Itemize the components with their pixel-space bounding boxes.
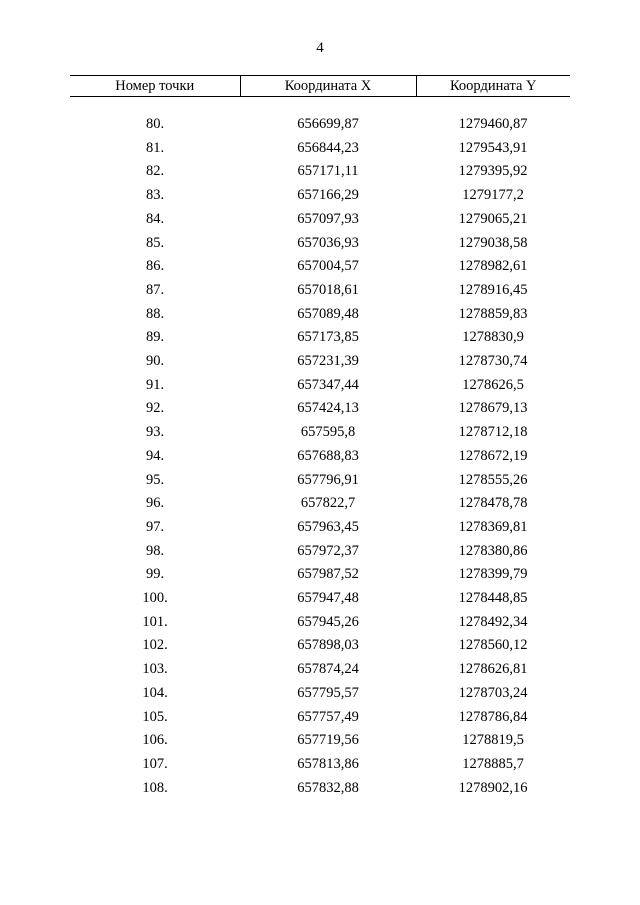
cell-point-number: 102. (142, 637, 168, 654)
cell-point-number: 92. (145, 400, 165, 417)
table-row (70, 634, 570, 658)
table-row (70, 563, 570, 587)
cell-coordinate-x: 657947,48 (297, 590, 359, 607)
cell-coordinate-y: 1278859,83 (458, 305, 528, 322)
cell-point-number: 105. (142, 708, 168, 725)
cell-coordinate-x: 657972,37 (297, 542, 359, 559)
cell-point-number: 107. (142, 755, 168, 772)
cell-coordinate-y: 1278902,16 (458, 779, 528, 796)
table-row (70, 350, 570, 374)
table-row (70, 232, 570, 256)
cell-coordinate-y: 1278730,74 (458, 353, 528, 370)
cell-coordinate-y: 1278916,45 (458, 281, 528, 298)
header-point-number: Номер точки (70, 76, 240, 97)
table-row (70, 706, 570, 730)
cell-point-number: 82. (145, 163, 165, 180)
cell-point-number: 96. (145, 495, 165, 512)
table-header (70, 76, 570, 97)
cell-coordinate-x: 657719,56 (297, 732, 359, 749)
cell-point-number: 97. (145, 518, 165, 535)
cell-coordinate-x: 657813,86 (297, 755, 359, 772)
cell-point-number: 84. (145, 210, 165, 227)
cell-point-number: 85. (145, 234, 165, 251)
cell-coordinate-y: 1279460,87 (458, 116, 528, 132)
header-coordinate-y: Координата Y (416, 76, 570, 97)
cell-coordinate-x: 656844,23 (297, 139, 359, 156)
cell-point-number: 81. (145, 139, 165, 156)
table-row (70, 113, 570, 137)
header-coordinate-x: Координата X (240, 76, 416, 97)
cell-point-number: 86. (145, 258, 165, 275)
cell-coordinate-y: 1278679,13 (458, 400, 528, 417)
cell-point-number: 98. (145, 542, 165, 559)
page-number: 4 (316, 40, 324, 56)
cell-coordinate-x: 657347,44 (297, 376, 359, 393)
cell-coordinate-x: 657822,7 (300, 495, 356, 512)
cell-coordinate-x: 657036,93 (297, 234, 359, 251)
table-row (70, 397, 570, 421)
table-row (70, 516, 570, 540)
cell-coordinate-x: 657173,85 (297, 329, 359, 346)
table-row (70, 540, 570, 564)
cell-coordinate-y: 1279065,21 (458, 210, 528, 227)
cell-point-number: 99. (145, 566, 165, 583)
table-row (70, 184, 570, 208)
cell-coordinate-x: 657987,52 (297, 566, 359, 583)
cell-coordinate-x: 656699,87 (297, 116, 359, 132)
cell-point-number: 88. (145, 305, 165, 322)
cell-coordinate-y: 1279177,2 (462, 187, 524, 204)
cell-point-number: 108. (142, 779, 168, 796)
table-row (70, 492, 570, 516)
cell-coordinate-x: 657795,57 (297, 684, 359, 701)
table-row (70, 753, 570, 777)
cell-coordinate-y: 1278712,18 (458, 424, 528, 441)
cell-point-number: 101. (142, 613, 168, 630)
cell-coordinate-x: 657757,49 (297, 708, 359, 725)
cell-point-number: 103. (142, 661, 168, 678)
cell-coordinate-x: 657018,61 (297, 281, 359, 298)
table-row (70, 682, 570, 706)
table-row (70, 658, 570, 682)
cell-coordinate-y: 1279395,92 (458, 163, 528, 180)
cell-coordinate-y: 1278555,26 (458, 471, 528, 488)
coordinates-table (70, 75, 570, 800)
table-row (70, 587, 570, 611)
cell-point-number: 89. (145, 329, 165, 346)
table-row (70, 303, 570, 327)
header-spacer (70, 97, 570, 114)
table-body (70, 97, 570, 801)
cell-coordinate-y: 1278885,7 (462, 755, 524, 772)
header-row (70, 76, 570, 97)
cell-point-number: 106. (142, 732, 168, 749)
cell-coordinate-y: 1278626,5 (462, 376, 524, 393)
cell-coordinate-x: 657688,83 (297, 447, 359, 464)
cell-coordinate-y: 1278478,78 (458, 495, 528, 512)
cell-coordinate-y: 1278369,81 (458, 518, 528, 535)
cell-point-number: 80. (145, 116, 165, 132)
cell-coordinate-x: 657945,26 (297, 613, 359, 630)
cell-point-number: 83. (145, 187, 165, 204)
cell-coordinate-y: 1278492,34 (458, 613, 528, 630)
cell-coordinate-y: 1278819,5 (462, 732, 524, 749)
cell-coordinate-x: 657874,24 (297, 661, 359, 678)
cell-coordinate-y: 1278786,84 (458, 708, 528, 725)
cell-coordinate-x: 657089,48 (297, 305, 359, 322)
cell-coordinate-y: 1278399,79 (458, 566, 528, 583)
cell-point-number: 100. (142, 590, 168, 607)
table-row (70, 374, 570, 398)
cell-coordinate-y: 1278380,86 (458, 542, 528, 559)
table-row (70, 326, 570, 350)
cell-coordinate-x: 657898,03 (297, 637, 359, 654)
cell-coordinate-x: 657097,93 (297, 210, 359, 227)
cell-coordinate-y: 1278982,61 (458, 258, 528, 275)
cell-coordinate-x: 657832,88 (297, 779, 359, 796)
cell-point-number: 95. (145, 471, 165, 488)
cell-coordinate-x: 657595,8 (300, 424, 356, 441)
table-row (70, 279, 570, 303)
cell-coordinate-y: 1279038,58 (458, 234, 528, 251)
cell-coordinate-y: 1278672,19 (458, 447, 528, 464)
cell-coordinate-y: 1278703,24 (458, 684, 528, 701)
cell-coordinate-x: 657796,91 (297, 471, 359, 488)
cell-coordinate-x: 657004,57 (297, 258, 359, 275)
cell-coordinate-y: 1278560,12 (458, 637, 528, 654)
cell-point-number: 91. (145, 376, 165, 393)
cell-coordinate-x: 657963,45 (297, 518, 359, 535)
cell-point-number: 87. (145, 281, 165, 298)
cell-point-number: 90. (145, 353, 165, 370)
cell-point-number: 94. (145, 447, 165, 464)
cell-coordinate-x: 657424,13 (297, 400, 359, 417)
cell-coordinate-x: 657171,11 (297, 163, 359, 180)
table-row (70, 137, 570, 161)
cell-coordinate-y: 1278830,9 (462, 329, 524, 346)
table-row (70, 729, 570, 753)
cell-coordinate-x: 657231,39 (297, 353, 359, 370)
table-row (70, 777, 570, 801)
cell-coordinate-x: 657166,29 (297, 187, 359, 204)
cell-point-number: 104. (142, 684, 168, 701)
table-row (70, 445, 570, 469)
cell-coordinate-y: 1278626,81 (458, 661, 528, 678)
cell-point-number: 93. (145, 424, 165, 441)
cell-coordinate-y: 1278448,85 (458, 590, 528, 607)
table-row (70, 421, 570, 445)
table-row (70, 160, 570, 184)
table-row (70, 255, 570, 279)
table-row (70, 611, 570, 635)
cell-coordinate-y: 1279543,91 (458, 139, 528, 156)
table-row (70, 208, 570, 232)
table-row (70, 469, 570, 493)
